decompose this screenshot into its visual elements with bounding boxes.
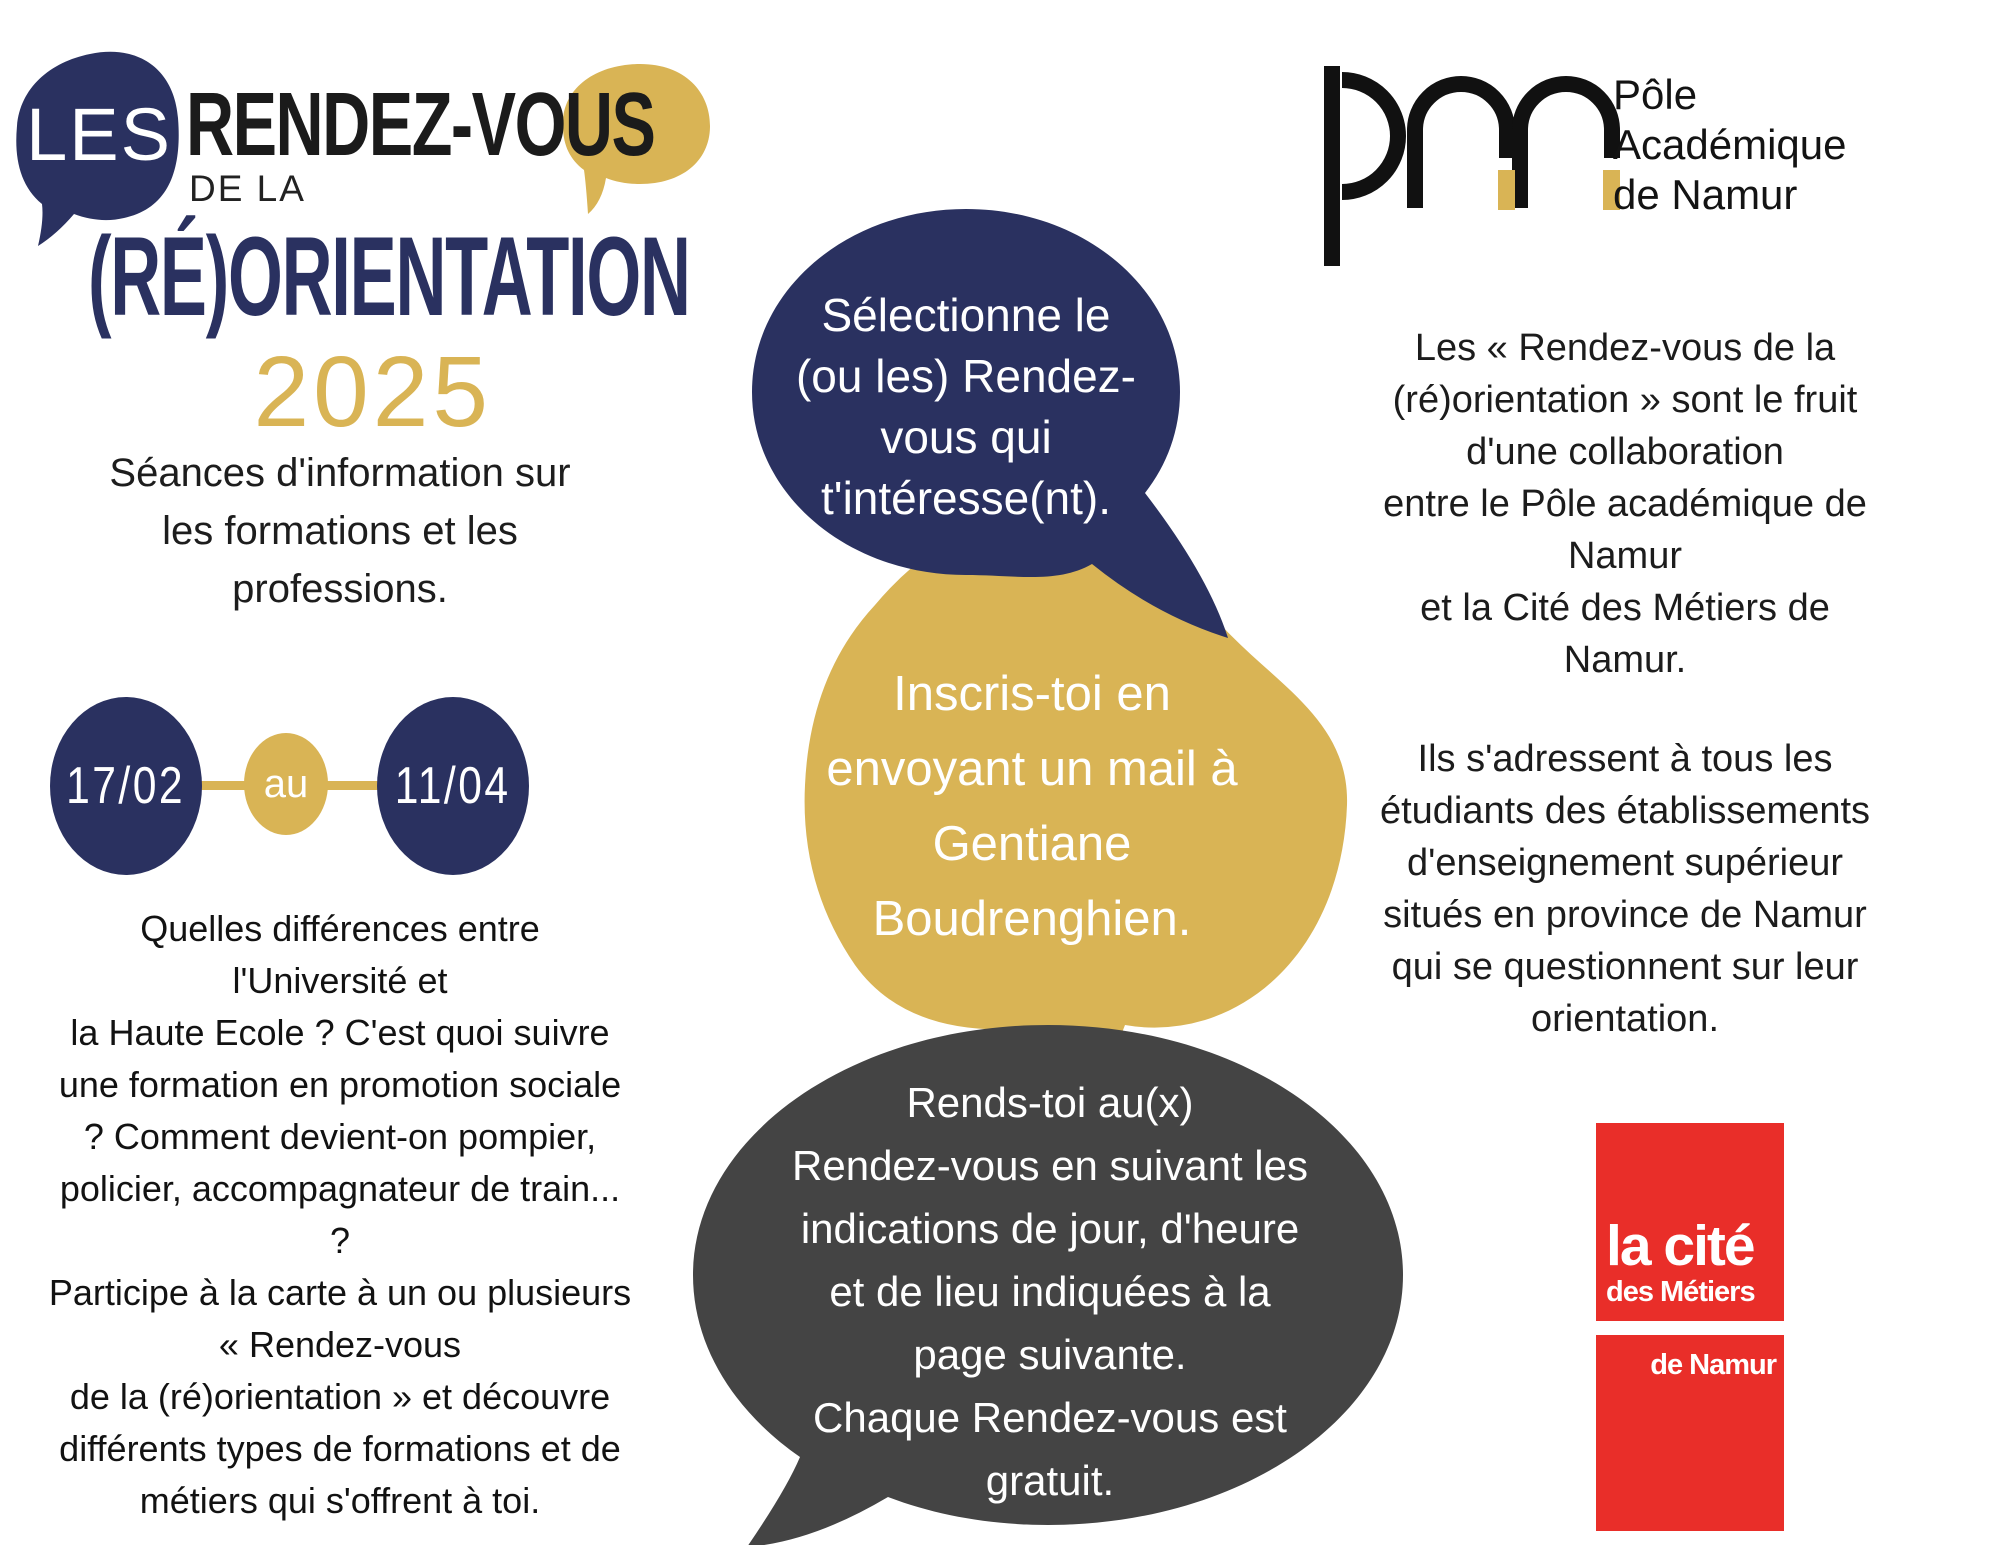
- cite-logo-de-namur: de Namur: [1650, 1349, 1776, 1381]
- start-date: 17/02: [66, 757, 186, 815]
- brand-rendez-vous: RENDEZ-VOUS: [186, 75, 655, 175]
- cite-des-metiers-logo: [1596, 1123, 1784, 1531]
- end-date-circle: [377, 697, 529, 875]
- register-bubble-text: Inscris-toi en envoyant un mail à Gentiane Boudrenghien.: [826, 667, 1238, 946]
- cite-logo-bottom-block: [1596, 1335, 1784, 1531]
- right-paragraph-audience: Ils s'adressent à tous les étudiants des établissements d'enseignement supérieur situés en province de Namur qui se questionnent sur leur orientation.: [1379, 738, 1871, 1040]
- cite-logo-des-metiers: des Métiers: [1606, 1276, 1755, 1308]
- cite-logo-la-cite: la cité: [1606, 1214, 1754, 1278]
- left-paragraph: Quelles différences entre l'Université et la Haute Ecole ? C'est quoi suivre une formation en promotion sociale ? Comment devient-on pompier, policier, accompagnateur de train... ? Participe à la carte à un ou plusieurs « Rendez-vous de la (ré)orientation » et découvre différents types de formations et de métiers qui s'offrent à toi.: [48, 908, 632, 1521]
- date-au-label: au: [263, 761, 309, 806]
- brand-les: LES: [26, 93, 172, 176]
- pole-academique-logo-icon: [1320, 58, 1630, 273]
- brand-de-la: DE LA: [189, 168, 306, 209]
- date-au-circle: [244, 733, 328, 835]
- right-paragraph-collaboration: Les « Rendez-vous de la (ré)orientation » sont le fruit d'une collaboration entre le Pôle académique de Namur et la Cité des Métiers de Namur.: [1383, 327, 1867, 681]
- start-date-circle: [50, 697, 202, 875]
- end-date: 11/04: [395, 757, 511, 815]
- select-bubble-text: Sélectionne le (ou les) Rendez- vous qui t'intéresse(nt).: [795, 289, 1137, 524]
- subtitle: Séances d'information sur les formations et les professions.: [109, 451, 571, 611]
- attend-bubble-text: Rends-toi au(x) Rendez-vous en suivant les indications de jour, d'heure et de lieu indiquées à la page suivante. Chaque Rendez-vous est gratuit.: [792, 1079, 1308, 1504]
- pole-academique-logo-text: Pôle Académique de Namur: [1613, 71, 1847, 218]
- brand-year: 2025: [253, 336, 492, 448]
- cite-logo-top-block: [1596, 1123, 1784, 1321]
- brand-reorientation: (RÉ)ORIENTATION: [88, 214, 690, 339]
